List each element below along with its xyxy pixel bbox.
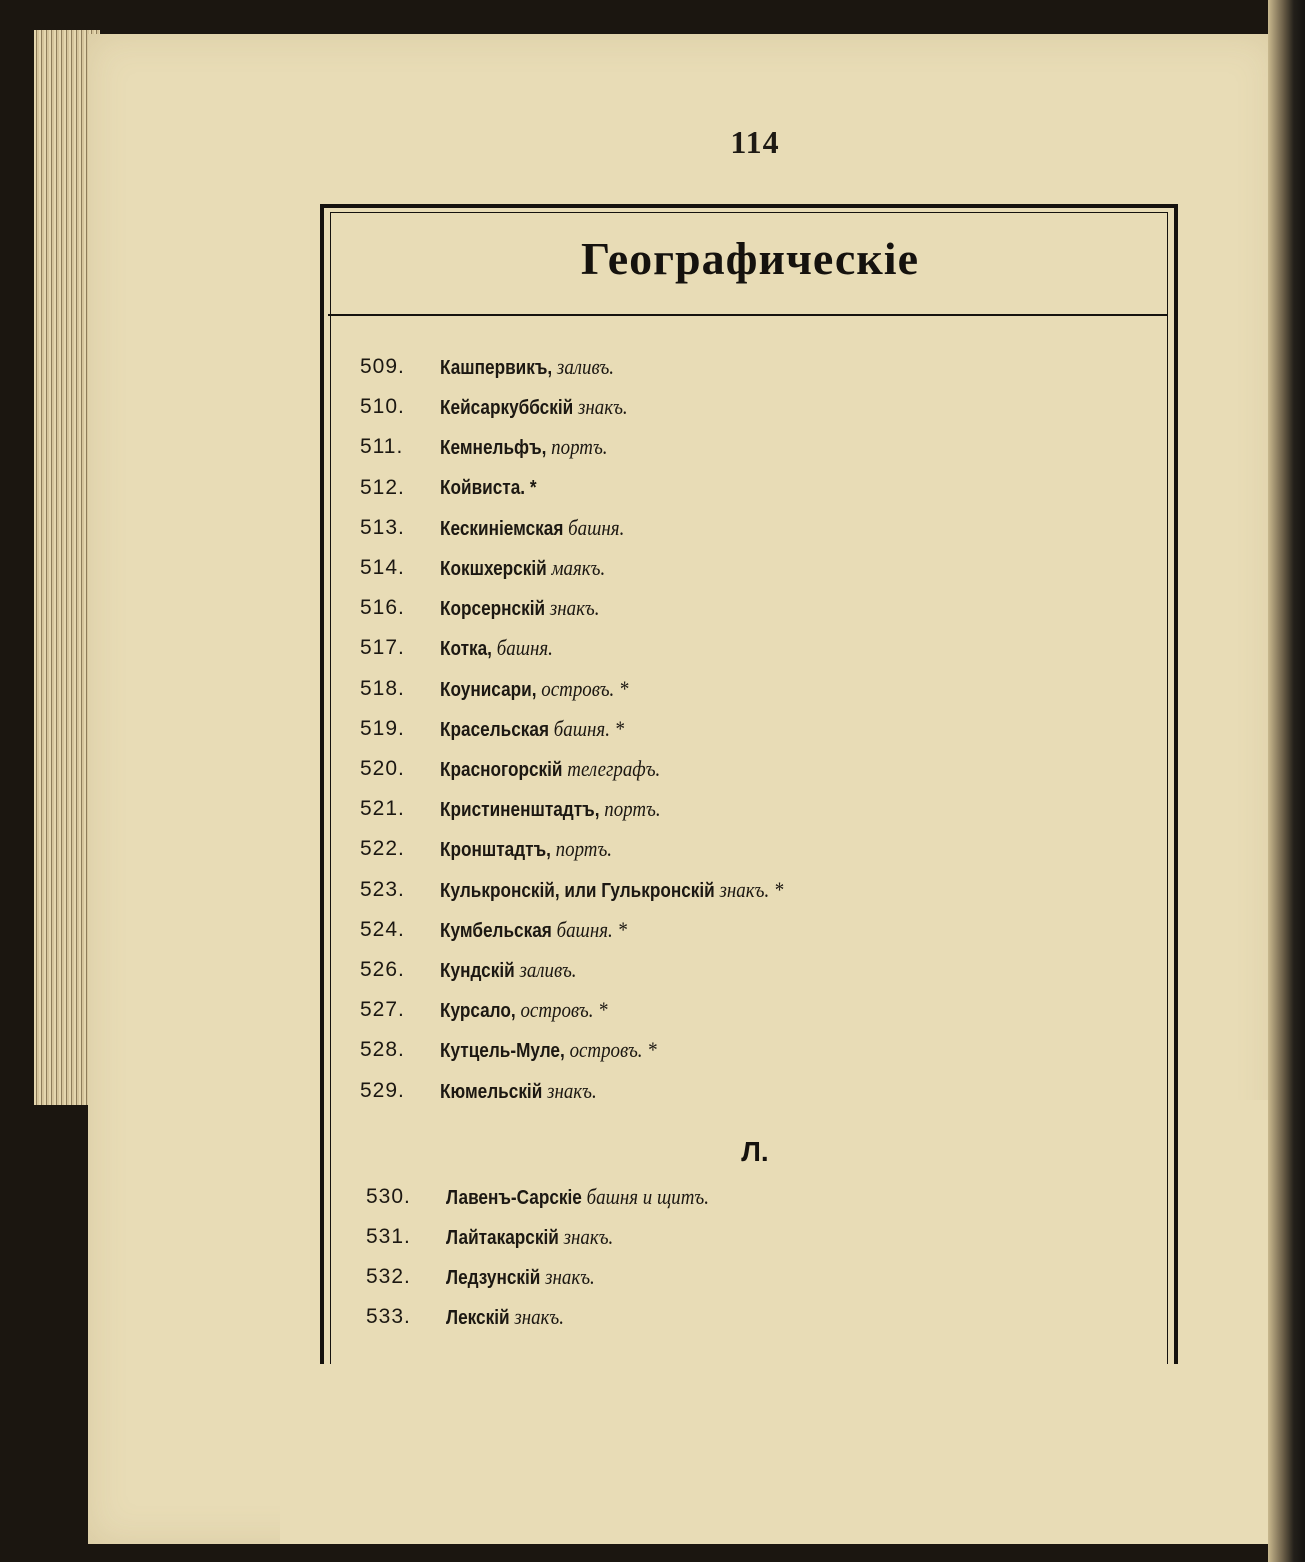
entry-number: 532. <box>366 1265 411 1288</box>
entry-title: Кутцель-Муле, <box>440 1040 565 1063</box>
entry-name <box>440 995 608 1026</box>
entry-description: островъ. * <box>541 675 629 701</box>
entry-number: 527. <box>360 998 405 1022</box>
entry-name <box>440 553 605 584</box>
entry-title: Красногорскій <box>440 759 563 781</box>
section-letter: Л. <box>741 1136 769 1167</box>
entry-number: 523. <box>360 877 405 901</box>
entry-number: 524. <box>360 917 405 941</box>
entry-number: 516. <box>360 596 405 620</box>
entry-description: островъ. * <box>520 997 608 1023</box>
entry-title: Котка, <box>440 638 492 661</box>
page-number: 114 <box>730 124 780 160</box>
entry-description: знакъ. <box>563 1224 614 1249</box>
entry-title: Кристиненштадтъ, <box>440 799 600 822</box>
entry-number: 510. <box>360 395 405 419</box>
entry-title: Кюмельскій <box>440 1080 543 1103</box>
entry-name <box>440 1076 597 1107</box>
entry-number: 513. <box>360 515 405 539</box>
entry-title: Кейсаркуббскій <box>440 397 574 420</box>
entry-title: Корсернскій <box>440 598 546 621</box>
entry-title: Красельская <box>440 718 549 741</box>
entry-name <box>446 1222 613 1253</box>
entry-name <box>440 915 627 946</box>
entry-name <box>440 513 624 544</box>
entry-name <box>440 432 608 463</box>
entry-description: башня. * <box>556 916 627 942</box>
page-heading: Географическіе <box>580 233 920 284</box>
entry-description: башня. <box>568 514 625 540</box>
entry-description: знакъ. * <box>719 876 784 902</box>
entry-name <box>440 794 661 825</box>
entry-name <box>440 352 614 383</box>
entry-number: 530. <box>366 1185 411 1208</box>
book-gutter <box>1268 0 1305 1562</box>
entry-description: башня. <box>496 635 553 661</box>
entry-title: Лекскій <box>446 1307 510 1329</box>
entry-name <box>440 473 537 503</box>
entry-number: 531. <box>366 1225 411 1248</box>
entry-name <box>446 1262 595 1293</box>
entry-description: маякъ. <box>551 555 606 580</box>
entry-description: знакъ. <box>514 1304 564 1329</box>
entry-title: Кронштадтъ, <box>440 839 551 862</box>
entry-name <box>440 754 660 785</box>
entry-name <box>440 593 599 624</box>
entry-description: знакъ. <box>578 394 628 420</box>
entry-name <box>446 1182 709 1213</box>
entry-description: портъ. <box>555 836 613 862</box>
entry-name <box>440 674 628 705</box>
entry-title: Кумбельская <box>440 919 552 942</box>
entry-description: знакъ. <box>545 1264 595 1289</box>
entry-description: башня и щитъ. <box>586 1184 709 1209</box>
entry-number: 526. <box>360 958 405 981</box>
heading-rule <box>328 314 1168 316</box>
entry-title: Кундскій <box>440 960 515 982</box>
entry-description: заливъ. <box>519 957 577 982</box>
entry-number: 520. <box>360 757 405 780</box>
entry-number: 509. <box>360 355 405 378</box>
entry-description: портъ. <box>604 796 661 822</box>
entry-description: знакъ. <box>549 595 600 621</box>
entry-number: 514. <box>360 556 405 579</box>
entry-name <box>440 875 783 906</box>
entry-title: Лавенъ-Сарскіе <box>446 1187 582 1209</box>
entry-description: башня. * <box>553 715 625 741</box>
entry-description: портъ. <box>551 434 608 460</box>
entry-number: 533. <box>366 1305 411 1328</box>
entry-title: Кулькронскій, или Гулькронскій <box>440 879 715 902</box>
entry-name <box>440 834 612 865</box>
entry-description: заливъ. <box>556 354 615 379</box>
entry-number: 512. <box>360 475 405 499</box>
entry-title: Ледзунскій <box>446 1267 541 1289</box>
entry-title: Кескиніемская <box>440 517 564 540</box>
entry-title: Лайтакарскій <box>446 1227 559 1249</box>
entry-name <box>440 714 624 745</box>
entry-description: знакъ. <box>547 1077 597 1103</box>
entry-name <box>440 392 628 423</box>
entry-title: Коунисари, <box>440 678 537 701</box>
entry-number: 518. <box>360 676 405 700</box>
entry-number: 517. <box>360 636 405 660</box>
entry-name <box>440 955 577 986</box>
entry-description: телеграфъ. <box>567 756 661 781</box>
entry-name <box>446 1302 564 1333</box>
entry-name <box>440 1035 657 1066</box>
entry-title: Кашпервикъ, <box>440 357 553 379</box>
entry-number: 519. <box>360 716 405 740</box>
entry-number: 529. <box>360 1078 405 1102</box>
entry-title: Кемнельфъ, <box>440 437 547 460</box>
entry-name <box>440 633 553 664</box>
entry-title: Курсало, <box>440 1000 516 1023</box>
entry-number: 511. <box>360 435 404 459</box>
entry-number: 522. <box>360 837 405 861</box>
entry-title: Койвиста. * <box>440 476 537 499</box>
entry-number: 528. <box>360 1038 405 1062</box>
entry-number: 521. <box>360 797 405 821</box>
entry-title: Кокшхерскій <box>440 558 547 580</box>
entry-description: островъ. * <box>569 1037 657 1063</box>
